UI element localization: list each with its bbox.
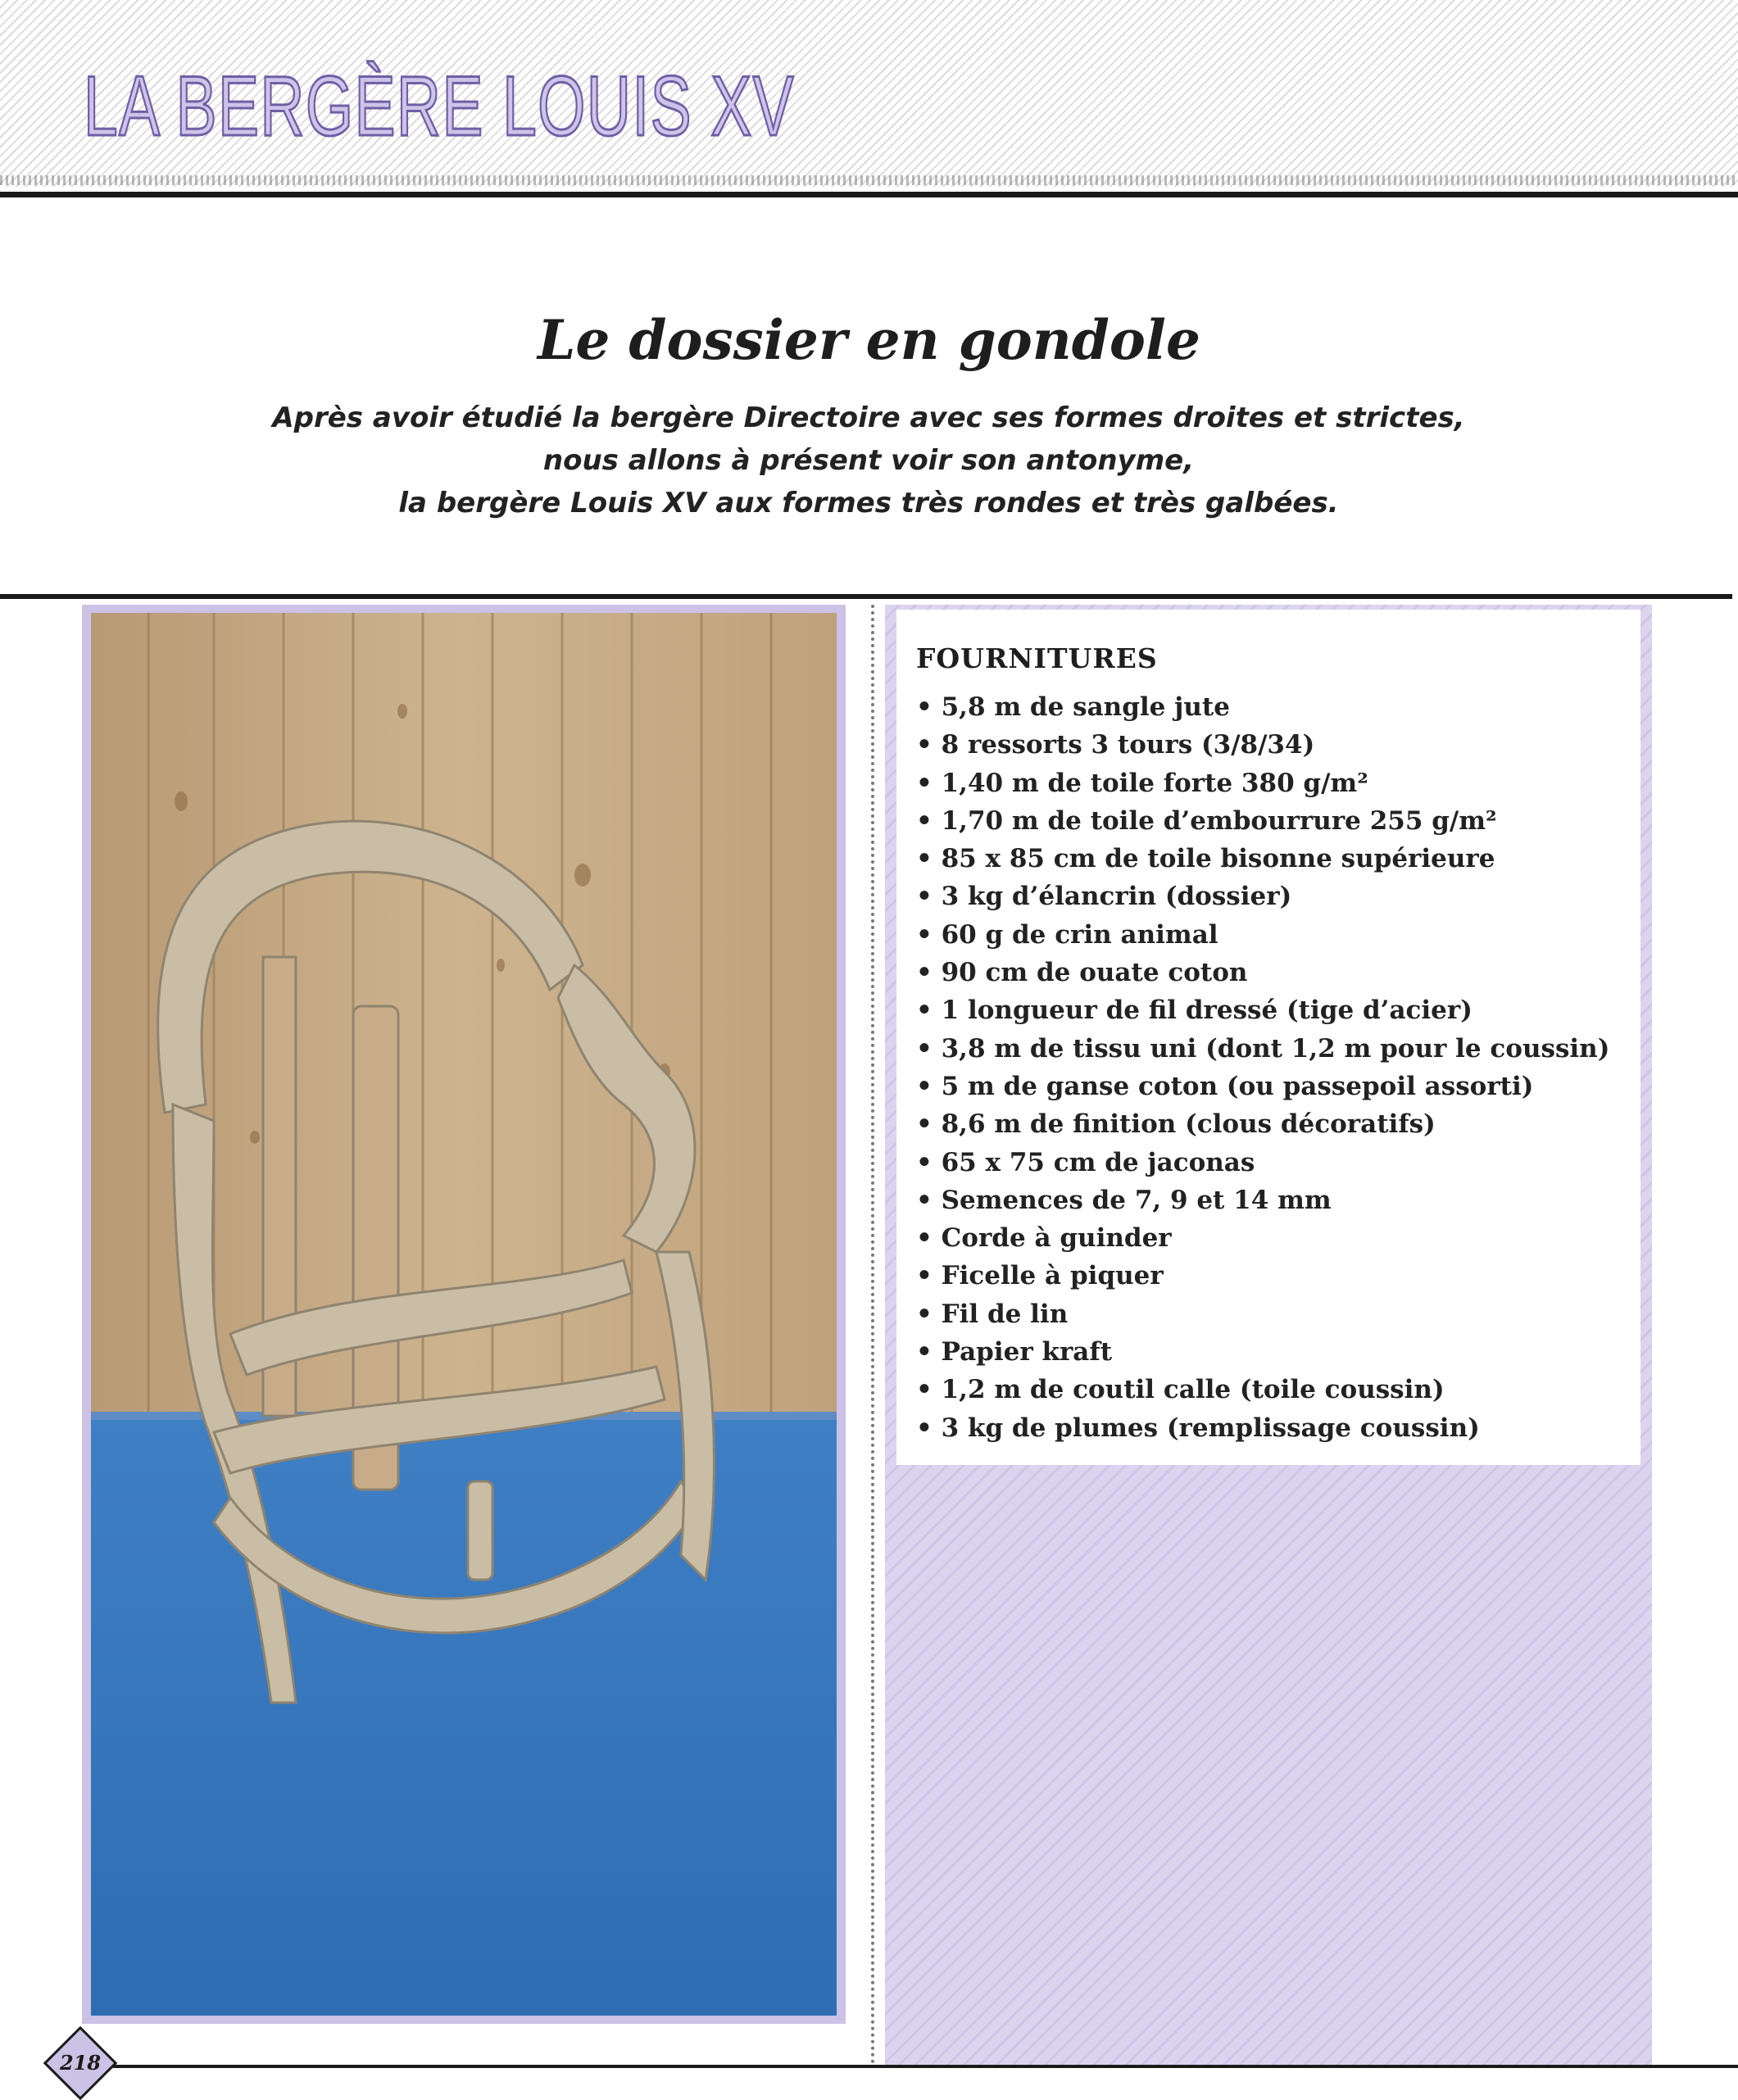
supplies-item: • Corde à guinder: [916, 1219, 1609, 1257]
intro-text: [246, 397, 1491, 524]
intro-line: Après avoir étudié la bergère Directoire avec ses formes droites et strictes,: [272, 401, 1465, 434]
supplies-title: FOURNITURES: [916, 642, 1158, 674]
photo-frame: [82, 605, 846, 2024]
supplies-item: • 3 kg d’élancrin (dossier): [916, 878, 1609, 915]
supplies-item: • Fil de lin: [916, 1295, 1609, 1333]
supplies-item: • Ficelle à piquer: [916, 1257, 1609, 1295]
supplies-item: • 5,8 m de sangle jute: [916, 688, 1609, 726]
header-rule: [0, 192, 1738, 197]
supplies-item: • 5 m de ganse coton (ou passepoil assorti): [916, 1068, 1609, 1105]
supplies-box: [896, 610, 1640, 1465]
section-title: Le dossier en gondole: [537, 308, 1200, 372]
supplies-item: • 1,40 m de toile forte 380 g/m²: [916, 764, 1609, 802]
supplies-item: • Papier kraft: [916, 1333, 1609, 1371]
intro-line: la bergère Louis XV aux formes très rondes et très galbées.: [398, 487, 1339, 519]
supplies-item: • 8,6 m de finition (clous décoratifs): [916, 1105, 1609, 1143]
page-heading: LA BERGÈRE LOUIS XV: [84, 59, 796, 154]
supplies-item: • 1 longueur de fil dressé (tige d’acier): [916, 991, 1609, 1029]
supplies-list: [916, 688, 1609, 1447]
chair-frame-photo: [91, 613, 837, 2016]
supplies-item: • 90 cm de ouate coton: [916, 954, 1609, 991]
supplies-item: • 85 x 85 cm de toile bisonne supérieure: [916, 840, 1609, 878]
page-number: 218: [59, 2051, 102, 2075]
footer-rule: [107, 2065, 1738, 2068]
supplies-panel: [885, 605, 1652, 2065]
column-divider: [871, 605, 874, 2065]
supplies-item: • 3,8 m de tissu uni (dont 1,2 m pour le coussin): [916, 1030, 1609, 1068]
supplies-item: • 1,2 m de coutil calle (toile coussin): [916, 1371, 1609, 1408]
supplies-item: • 60 g de crin animal: [916, 916, 1609, 954]
supplies-item: • 8 ressorts 3 tours (3/8/34): [916, 726, 1609, 764]
supplies-item: • 65 x 75 cm de jaconas: [916, 1144, 1609, 1182]
header-dotted-border: [0, 175, 1738, 185]
intro-line: nous allons à présent voir son antonyme,: [542, 444, 1195, 477]
supplies-item: • Semences de 7, 9 et 14 mm: [916, 1182, 1609, 1219]
section-rule: [0, 594, 1732, 599]
supplies-item: • 3 kg de plumes (remplissage coussin): [916, 1409, 1609, 1447]
supplies-item: • 1,70 m de toile d’embourrure 255 g/m²: [916, 802, 1609, 840]
